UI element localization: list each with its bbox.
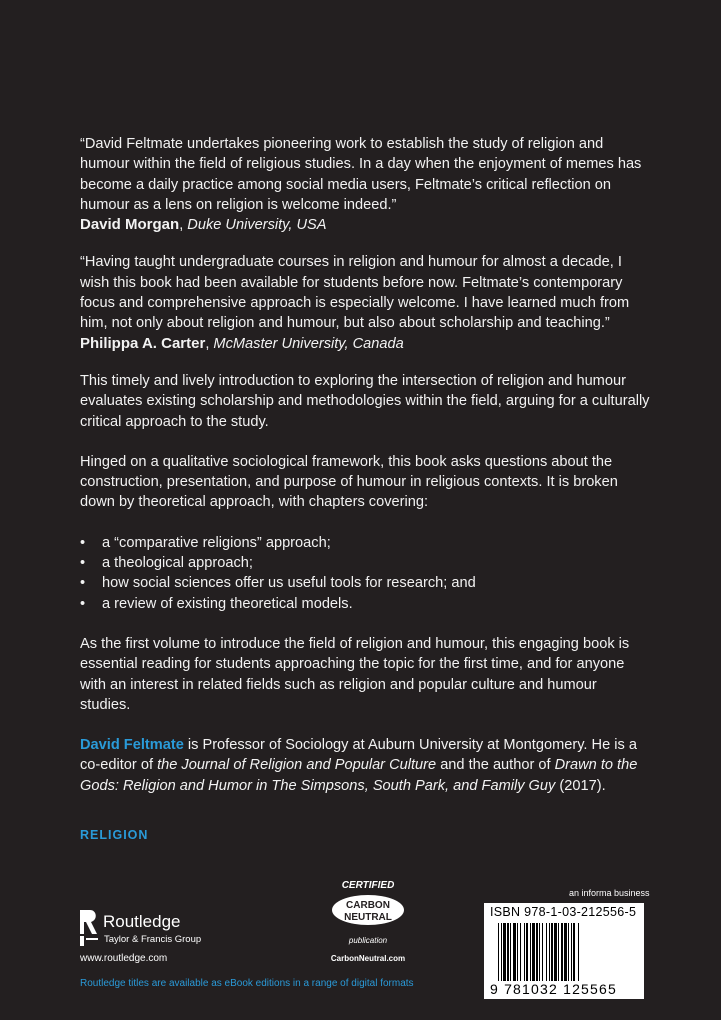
endorser-affiliation: McMaster University, Canada <box>213 335 404 352</box>
barcode-bar <box>571 923 572 981</box>
chapter-list <box>80 533 650 614</box>
author-name: David Feltmate <box>80 737 184 754</box>
endorser-affiliation: Duke University, USA <box>187 217 327 234</box>
barcode-bar <box>551 923 553 981</box>
barcode-bar <box>510 923 511 981</box>
journal-title: the Journal of Religion and Popular Culture <box>157 757 437 774</box>
endorser-name: Philippa A. Carter <box>80 334 206 352</box>
carbon-line-4: publication <box>348 936 388 945</box>
barcode-bar <box>503 923 506 981</box>
carbon-neutral-logo-icon <box>318 870 418 950</box>
endorsement-1: “David Feltmate undertakes pioneering work to establish the study of religion and humour within the field of religious studies. In a day when the enjoyment of memes has become a daily practice among social media users, Feltmate’s critical reflection on humour as a lens on religion is welcome indeed.” David Morgan, Duke University, USA <box>80 136 642 234</box>
author-bio: David Feltmate is Professor of Sociology at Auburn University at Montgomery. He is a co-editor of the Journal of Religion and Popular Culture and the author of Drawn to the Gods: Religion and Humor in The Simpsons, South Park, and Family Guy (2017). <box>80 737 638 794</box>
description-paragraph-1: This timely and lively introduction to exploring the intersection of religion and humour evaluates existing scholarship and methodologies within the field, arguing for a culturally critical approach to the study. <box>80 372 650 430</box>
barcode-bar <box>536 923 538 981</box>
subject-category: RELIGION <box>80 828 149 842</box>
back-cover-text <box>80 134 650 796</box>
carbon-url: CarbonNeutral.com <box>330 954 406 963</box>
list-item: • a “comparative religions” approach; <box>80 533 650 553</box>
barcode-bar <box>517 923 518 981</box>
description-paragraph-3: As the first volume to introduce the field of religion and humour, this engaging book is essential reading for students approaching the topic for the first time, and for anyone with an interest in related fields such as religion and popular culture and humour studies. <box>80 635 630 713</box>
barcode-bar <box>513 923 516 981</box>
barcode-bar <box>524 923 525 981</box>
endorsement-2: “Having taught undergraduate courses in religion and humour for almost a decade, I wish this book had been available for students before now. Feltmate’s contemporary focus and comprehensive approach is especially welcome. I have learned much from him, not only about religion and humour, but also about scholarship and teaching.” Philippa A. Carter, McMaster University, Canada <box>80 254 630 352</box>
carbon-line-3: NEUTRAL <box>344 912 392 923</box>
barcode-bar <box>530 923 531 981</box>
barcode-bar <box>568 923 569 981</box>
list-item: • a review of existing theoretical models. <box>80 594 650 614</box>
barcode-bar <box>498 923 499 981</box>
barcode-bar <box>554 923 557 981</box>
barcode-bar <box>507 923 509 981</box>
barcode-bar <box>542 923 543 981</box>
barcode-bar <box>573 923 575 981</box>
barcode-bar <box>532 923 535 981</box>
barcode-bar <box>520 923 521 981</box>
publisher-url: www.routledge.com <box>80 953 168 964</box>
publisher-name: Routledge <box>103 912 181 931</box>
endorser-name: David Morgan <box>80 216 180 234</box>
barcode-bar <box>501 923 502 981</box>
endorsement-1-text: “David Feltmate undertakes pioneering work to establish the study of religion and humour within the field of religious studies. In a day when the enjoyment of memes has become a daily practice among social media users, Feltmate’s critical reflection on humour as a lens on religion is welcome indeed.” <box>80 136 642 213</box>
carbon-line-2: CARBON <box>346 900 390 911</box>
isbn-digits: 9 781032 125565 <box>490 981 617 997</box>
ebook-note: Routledge titles are available as eBook editions in a range of digital formats <box>80 978 414 989</box>
informa-tagline: an informa business <box>569 888 650 898</box>
publisher-group: Taylor & Francis Group <box>104 934 202 945</box>
barcode-bar <box>564 923 567 981</box>
list-item: • how social sciences offer us useful tools for research; and <box>80 573 650 593</box>
list-item: • a theological approach; <box>80 553 650 573</box>
book-title: Drawn to the Gods: Religion and Humor in The Simpsons, South Park, and Family Guy <box>80 757 638 794</box>
routledge-logo-icon <box>78 908 100 948</box>
barcode-bar <box>578 923 579 981</box>
endorsement-2-text: “Having taught undergraduate courses in religion and humour for almost a decade, I wish this book had been available for students before now. Feltmate’s contemporary focus and comprehensive approach is especially welcome. I have learned much from him, not only about religion and humour, but also about scholarship and teaching.” <box>80 254 630 332</box>
description-paragraph-2: Hinged on a qualitative sociological framework, this book asks questions about the construction, presentation, and purpose of humour in religious contexts. It is broken down by theoretical approach, with chapters covering: <box>80 453 618 511</box>
barcode-bar <box>526 923 528 981</box>
carbon-neutral-badge <box>318 870 418 965</box>
barcode-bar <box>546 923 547 981</box>
barcode-bar <box>561 923 563 981</box>
barcode-bar <box>558 923 559 981</box>
barcode-bar <box>549 923 550 981</box>
isbn-barcode <box>484 903 644 999</box>
isbn-text: ISBN 978-1-03-212556-5 <box>490 905 637 919</box>
barcode-bar <box>539 923 540 981</box>
carbon-line-1: CERTIFIED <box>341 880 395 891</box>
